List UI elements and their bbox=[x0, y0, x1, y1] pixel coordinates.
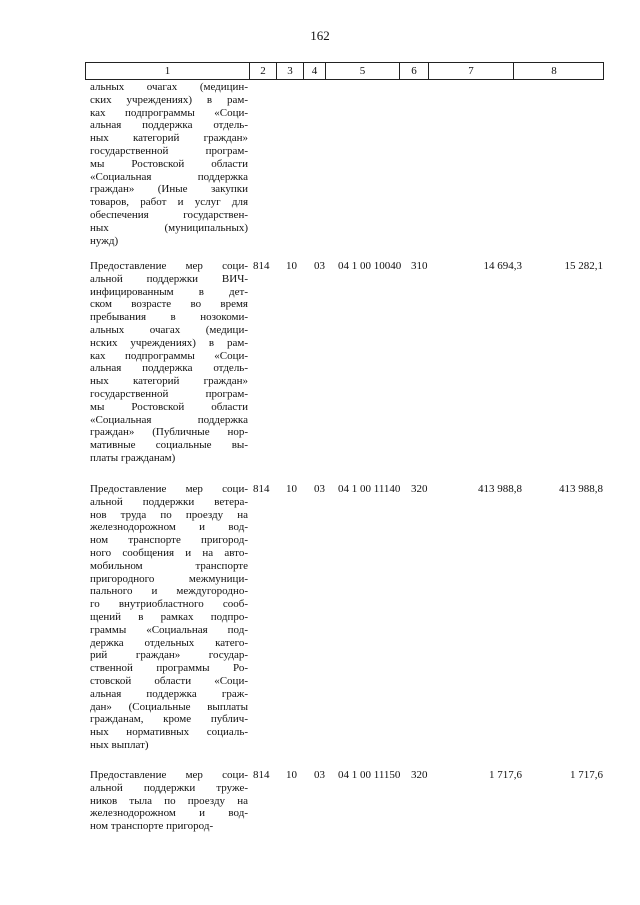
description-line: граждан» (Иные закупки bbox=[90, 183, 248, 196]
cell-col-6: 320 bbox=[411, 483, 428, 495]
cell-col-5: 04 1 00 10040 bbox=[338, 260, 402, 272]
description-line: пального и междугородно- bbox=[90, 585, 248, 598]
description-line: альная поддержка граж- bbox=[90, 687, 248, 700]
description-line: ных (муниципальных) bbox=[90, 221, 248, 234]
row-description bbox=[90, 769, 248, 833]
cell-col-4: 03 bbox=[314, 483, 325, 495]
description-line: граммы «Социальная под- bbox=[90, 623, 248, 636]
header-col-7: 7 bbox=[429, 63, 514, 79]
description-line: «Социальная поддержка bbox=[90, 413, 248, 426]
description-line: гражданам, кроме публич- bbox=[90, 713, 248, 726]
page-number: 162 bbox=[310, 28, 330, 43]
description-line: альная поддержка отдель- bbox=[90, 362, 248, 375]
description-line: Предоставление мер соци- bbox=[90, 483, 248, 495]
description-line: ных нормативных социаль- bbox=[90, 726, 248, 739]
description-line: альной поддержки ВИЧ- bbox=[90, 272, 248, 285]
description-line: альная поддержка отдель- bbox=[90, 119, 248, 132]
description-line: «Социальная поддержка bbox=[90, 170, 248, 183]
cell-col-7: 14 694,3 bbox=[483, 260, 522, 272]
description-line: держка отдельных катего- bbox=[90, 636, 248, 649]
cell-col-4: 03 bbox=[314, 260, 325, 272]
cell-col-3: 10 bbox=[286, 769, 297, 781]
description-line: альной поддержки ветера- bbox=[90, 495, 248, 508]
row-description bbox=[90, 81, 248, 247]
row-description bbox=[90, 483, 248, 752]
header-col-2: 2 bbox=[250, 63, 277, 79]
cell-col-7: 413 988,8 bbox=[478, 483, 522, 495]
description-line: нужд) bbox=[90, 234, 119, 247]
description-line: нов труда по проезду на bbox=[90, 508, 248, 521]
description-line: инфицированным в дет- bbox=[90, 285, 248, 298]
description-line: Предоставление мер соци- bbox=[90, 260, 248, 272]
description-line: обеспечения государствен- bbox=[90, 208, 248, 221]
description-line: альных очагах (медици- bbox=[90, 323, 248, 336]
cell-col-6: 310 bbox=[411, 260, 428, 272]
description-line: ском возрасте во время bbox=[90, 298, 248, 311]
description-line: государственной програм- bbox=[90, 387, 248, 400]
description-line: нских учреждениях) в рам- bbox=[90, 336, 248, 349]
description-line: альной поддержки труже- bbox=[90, 781, 248, 794]
header-col-8: 8 bbox=[551, 65, 557, 77]
description-line: ских учреждениях) в рам- bbox=[90, 93, 248, 106]
cell-col-5: 04 1 00 11150 bbox=[338, 769, 401, 781]
description-line: граждан» (Публичные нор- bbox=[90, 426, 248, 439]
header-col-6: 6 bbox=[400, 63, 429, 79]
description-line: мы Ростовской области bbox=[90, 400, 248, 413]
description-line: пригородного межмуници- bbox=[90, 572, 248, 585]
description-line: го внутриобластного сооб- bbox=[90, 598, 248, 611]
table-header bbox=[85, 62, 604, 80]
cell-col-3: 10 bbox=[286, 483, 297, 495]
cell-col-3: 10 bbox=[286, 260, 297, 272]
description-line: рий граждан» государ- bbox=[90, 649, 248, 662]
description-line: пребывания в нозокоми- bbox=[90, 311, 248, 324]
description-line: ках подпрограммы «Соци- bbox=[90, 106, 248, 119]
description-line: ного сообщения и на авто- bbox=[90, 546, 248, 559]
description-line: мобильном транспорте bbox=[90, 559, 248, 572]
cell-col-4: 03 bbox=[314, 769, 325, 781]
description-line: ках подпрограммы «Соци- bbox=[90, 349, 248, 362]
cell-col-8: 1 717,6 bbox=[570, 769, 603, 781]
description-line: ных выплат) bbox=[90, 738, 149, 751]
header-col-3: 3 bbox=[277, 63, 304, 79]
description-line: стовской области «Соци- bbox=[90, 674, 248, 687]
description-line: ных категорий граждан» bbox=[90, 375, 248, 388]
description-line: железнодорожном и вод- bbox=[90, 521, 248, 534]
row-description bbox=[90, 260, 248, 465]
header-col-5: 5 bbox=[326, 63, 400, 79]
description-line: Предоставление мер соци- bbox=[90, 769, 248, 781]
cell-col-6: 320 bbox=[411, 769, 428, 781]
description-line: товаров, работ и услуг для bbox=[90, 196, 248, 209]
cell-col-5: 04 1 00 11140 bbox=[338, 483, 401, 495]
cell-col-8: 413 988,8 bbox=[559, 483, 603, 495]
description-line: щений в рамках подпро- bbox=[90, 610, 248, 623]
description-line: дан» (Социальные выплаты bbox=[90, 700, 248, 713]
description-line: ном транспорте пригород- bbox=[90, 534, 248, 547]
cell-col-8: 15 282,1 bbox=[564, 260, 603, 272]
description-line: государственной програм- bbox=[90, 144, 248, 157]
description-line: железнодорожном и вод- bbox=[90, 807, 248, 820]
header-col-1: 1 bbox=[86, 63, 250, 79]
description-line: мы Ростовской области bbox=[90, 157, 248, 170]
cell-col-7: 1 717,6 bbox=[489, 769, 522, 781]
header-col-4: 4 bbox=[304, 63, 326, 79]
description-line: ственной программы Ро- bbox=[90, 662, 248, 675]
description-line: мативные социальные вы- bbox=[90, 439, 248, 452]
description-line: ников тыла по проезду на bbox=[90, 794, 248, 807]
cell-col-2: 814 bbox=[253, 483, 270, 495]
cell-col-2: 814 bbox=[253, 769, 270, 781]
description-line: ном транспорте пригород- bbox=[90, 820, 214, 833]
description-line: альных очагах (медицин- bbox=[90, 81, 248, 93]
description-line: ных категорий граждан» bbox=[90, 132, 248, 145]
description-line: платы гражданам) bbox=[90, 451, 176, 464]
cell-col-2: 814 bbox=[253, 260, 270, 272]
